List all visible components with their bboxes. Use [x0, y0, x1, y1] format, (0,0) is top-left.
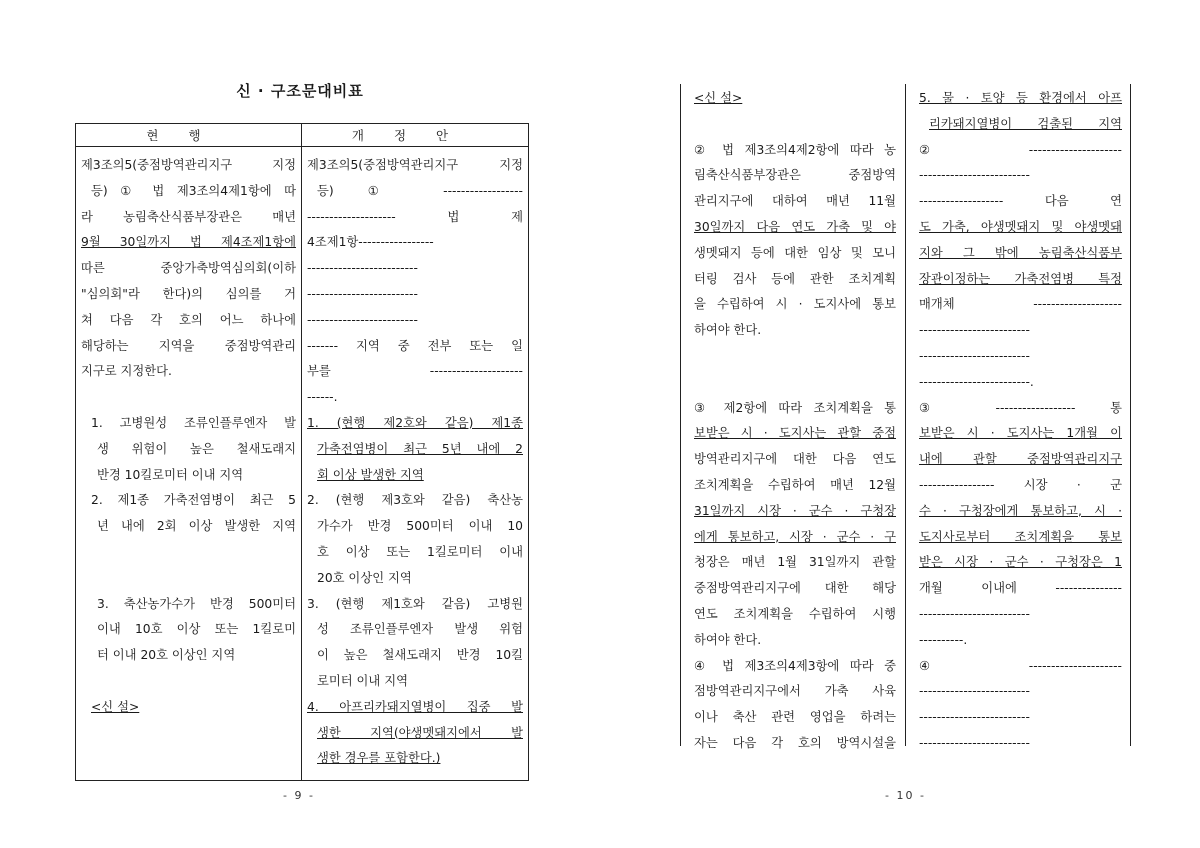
spacer	[81, 540, 296, 566]
text-line: -------------------------	[919, 735, 1030, 750]
text-line: 매개체 --------------------	[919, 297, 1122, 312]
current-text-cell	[76, 147, 302, 781]
text-line: 도지사로부터 조치계획을 통보	[919, 529, 1122, 544]
text-line: -------------------------	[307, 312, 418, 327]
text-line: 제3조의5(중점방역관리지구 지정	[307, 158, 523, 172]
text-line: 림축산식품부장관은 중점방역	[694, 168, 896, 183]
header-current: 현행	[76, 124, 302, 147]
text-line: -------------------------	[919, 710, 1030, 725]
text-line: 1. (현행 제2호와 같음) 제1종	[307, 415, 523, 430]
text-line: 지와 그 밖에 농림축산식품부	[919, 245, 1122, 260]
page-number: - 9 -	[283, 789, 315, 802]
text-line: 30일까지 다음 연도 가축 및 야	[694, 219, 896, 234]
text-line: 연도 조치계획을 수립하여 시행	[694, 606, 896, 621]
text-line: 호 이상 또는 1킬로미터 이내	[317, 544, 523, 559]
text-line: 회 이상 발생한 지역	[317, 467, 424, 482]
spacer	[694, 112, 896, 138]
text-line: 터 이내 20호 이상인 지역	[97, 648, 236, 663]
text-line: 에게 통보하고, 시장 · 군수 · 구	[694, 529, 896, 544]
text-line: 받은 시장 · 군수 · 구청장은 1	[919, 555, 1122, 570]
text-line: 부를 ---------------------	[307, 364, 523, 379]
column-border-middle	[905, 84, 906, 746]
text-line: ----------------- 시장 · 군	[919, 477, 1122, 492]
text-line: 중점방역관리지구에 대한 해당	[694, 581, 896, 596]
text-line: ③ ------------------ 통	[919, 400, 1122, 415]
text-line: 성 조류인플루엔자 발생 위험	[317, 622, 523, 637]
spacer	[694, 370, 896, 396]
text-line: 청장은 매년 1월 31일까지 관할	[694, 555, 896, 570]
text-line: 따른 중앙가축방역심의회(이하	[81, 261, 296, 276]
column-border-right	[1130, 84, 1131, 746]
text-line: 2. (현행 제3호와 같음) 축산농	[307, 493, 523, 508]
text-line: 장관이정하는 가축전염병 특정	[919, 271, 1122, 286]
text-line: ④ 법 제3조의4제3항에 따라 중	[694, 658, 896, 673]
text-line: -------------------------	[919, 684, 1030, 699]
text-line: ------- 지역 중 전부 또는 일	[307, 338, 523, 353]
header-revised: 개정안	[302, 124, 529, 147]
text-line: 제3조의5(중점방역관리지구 지정	[81, 158, 296, 172]
text-line: 이 높은 철새도래지 반경 10킬	[317, 648, 523, 663]
text-line: 생한 경우를 포함한다.)	[317, 751, 441, 766]
document-title: 신 · 구조문대비표	[236, 82, 364, 100]
text-line: 이나 축산 관련 영업을 하려는	[694, 710, 896, 725]
spacer	[81, 669, 296, 695]
revised-text-cell	[302, 147, 529, 781]
text-line: 개월 이내에 ---------------	[919, 581, 1122, 596]
text-line: 수 · 구청장에게 통보하고, 시 ·	[919, 503, 1122, 518]
text-line: 보받은 시 · 도지사는 1개월 이	[919, 426, 1122, 441]
text-line: 4조제1항-----------------	[307, 235, 434, 250]
text-line: 9월 30일까지 법 제4조제1항에	[81, 235, 296, 250]
text-line: 등) ① 법 제3조의4제1항에 따	[91, 183, 296, 198]
text-line: 보받은 시 · 도지사는 관할 중점	[694, 426, 896, 441]
text-line: 등) ① ------------------	[317, 183, 523, 198]
text-line: 31일까지 시장 · 군수 · 구청장	[694, 503, 896, 518]
text-line: 1. 고병원성 조류인플루엔자 발	[91, 415, 296, 430]
spacer	[694, 344, 896, 370]
text-line: 년 내에 2회 이상 발생한 지역	[97, 519, 296, 534]
text-line: "심의회"라 한다)의 심의를 거	[81, 286, 296, 301]
text-line: ------------------- 다음 연	[919, 194, 1122, 209]
text-line: ③ 제2항에 따라 조치계획을 통	[694, 400, 896, 415]
text-line: 4. 아프리카돼지열병이 집중 발	[307, 699, 523, 714]
text-line: 반경 10킬로미터 이내 지역	[97, 467, 244, 482]
text-line: -------------------------	[919, 323, 1030, 338]
text-line: 쳐 다음 각 호의 어느 하나에	[81, 312, 296, 327]
spacer	[81, 385, 296, 411]
text-line: -------------------------	[919, 348, 1030, 363]
text-line: -------------------------	[919, 606, 1030, 621]
text-line: ② 법 제3조의4제2항에 따라 농	[694, 142, 896, 157]
text-line: 리카돼지열병이 검출된 지역	[929, 116, 1122, 131]
text-line: 가수가 반경 500미터 이내 10	[317, 519, 523, 534]
text-line: ------.	[307, 390, 338, 405]
text-line: 관리지구에 대하여 매년 11월	[694, 194, 896, 209]
text-line: -------------------------	[307, 286, 418, 301]
text-line: 조치계획을 수립하여 매년 12월	[694, 477, 896, 492]
text-line: 내에 관할 중점방역관리지구	[919, 452, 1122, 467]
text-line: 로미터 이내 지역	[317, 673, 408, 688]
right-current-column	[694, 86, 896, 757]
text-line: 생 위험이 높은 철새도래지	[97, 441, 296, 456]
spacer	[81, 566, 296, 592]
text-line: -------------------- 법 제	[307, 209, 523, 224]
comparison-table	[75, 123, 529, 781]
new-provision-marker: <신 설>	[694, 91, 743, 105]
page-number-right: - 10 -	[885, 789, 926, 802]
column-border-left	[680, 84, 681, 746]
text-line: 5. 물 · 토양 등 환경에서 아프	[919, 91, 1122, 105]
text-line: ④ ---------------------	[919, 658, 1122, 673]
text-line: 3. (현행 제1호와 같음) 고병원	[307, 596, 523, 611]
text-line: -------------------------	[919, 168, 1030, 183]
text-line: 을 수립하여 시 · 도지사에 통보	[694, 297, 896, 312]
text-line: 도 가축, 야생멧돼지 및 야생멧돼	[919, 219, 1122, 234]
right-revised-column	[919, 86, 1122, 757]
text-line: 이내 10호 이상 또는 1킬로미	[97, 622, 296, 637]
text-line: -------------------------.	[919, 374, 1034, 389]
text-line: 터링 검사 등에 관한 조치계획	[694, 271, 896, 286]
text-line: 가축전염병이 최근 5년 내에 2	[317, 441, 523, 456]
text-line: 하여야 한다.	[694, 323, 762, 338]
text-line: 생멧돼지 등에 대한 임상 및 모니	[694, 245, 896, 260]
text-line: -------------------------	[307, 261, 418, 276]
text-line: 점방역관리지구에서 가축 사육	[694, 684, 896, 699]
text-line: 2. 제1종 가축전염병이 최근 5	[91, 493, 296, 508]
text-line: 라 농림축산식품부장관은 매년	[81, 209, 296, 224]
text-line: ----------.	[919, 632, 968, 647]
text-line: 방역관리지구에 대한 다음 연도	[694, 452, 896, 467]
text-line: 3. 축산농가수가 반경 500미터	[97, 596, 296, 611]
text-line: 해당하는 지역을 중점방역관리	[81, 338, 296, 353]
text-line: 지구로 지정한다.	[81, 364, 172, 379]
new-provision-marker: <신 설>	[91, 699, 140, 714]
text-line: ② ---------------------	[919, 142, 1122, 157]
text-line: 자는 다음 각 호의 방역시설을	[694, 735, 896, 750]
text-line: 하여야 한다.	[694, 632, 762, 647]
text-line: 생한 지역(야생멧돼지에서 발	[317, 725, 523, 740]
text-line: 20호 이상인 지역	[317, 570, 412, 585]
